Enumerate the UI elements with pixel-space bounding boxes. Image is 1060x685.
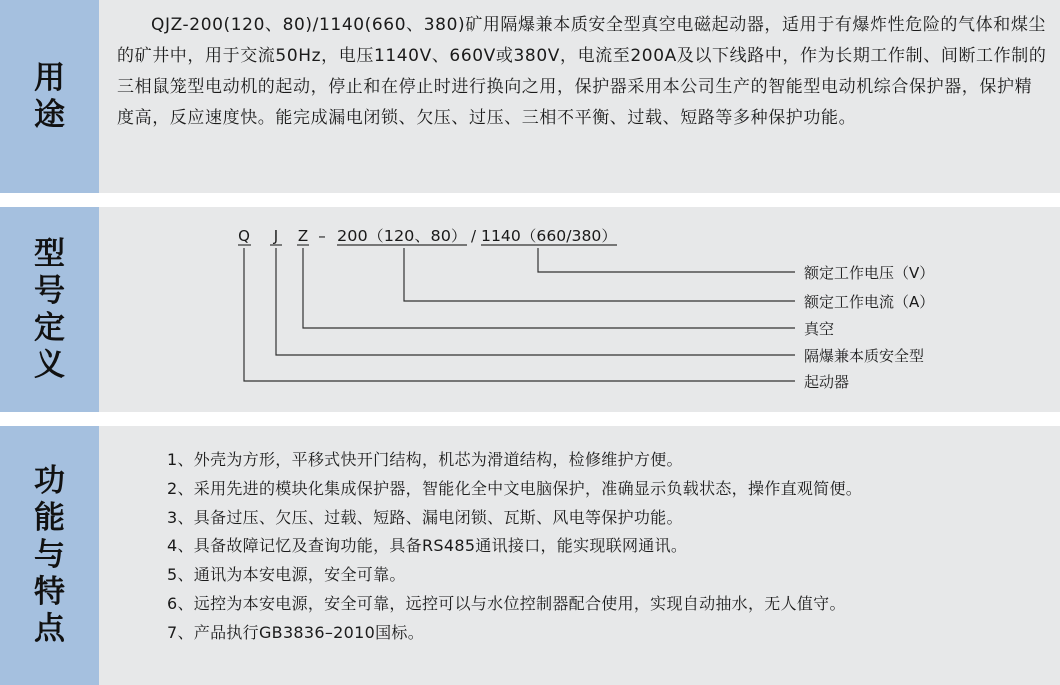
usage-label [0, 0, 99, 193]
features-label-char: 特 [34, 574, 65, 610]
model-diagram [0, 207, 1060, 412]
model-section [0, 207, 1060, 412]
features-label-char: 与 [34, 537, 65, 573]
usage-label-char: 用 [34, 59, 65, 96]
model-label-char: 号 [34, 272, 65, 309]
usage-description: QJZ-200(120、80)/1140(660、380)矿用隔爆兼本质安全型真空电磁起动器，适用于有爆炸性危险的气体和煤尘的矿井中，用于交流50Hz，电压1140V、660V或380V，电流至200A及以下线路中，作为长期工作制、间断工作制的三相鼠笼型电动机的起动，停止和在停止时进行换向之用，保护器采用本公司生产的智能型电动机综合保护器，保护精度高，反应速度快。能完成漏电闭锁、欠压、过压、三相不平衡、过载、短路等多种保护功能。 [117, 15, 1047, 128]
features-list [167, 446, 862, 648]
definition-starter: 起动器 [804, 373, 850, 391]
definition-vacuum: 真空 [804, 320, 835, 338]
definition-rated-voltage: 额定工作电压（V） [804, 264, 935, 282]
definition-explosion-proof: 隔爆兼本质安全型 [804, 347, 925, 365]
model-label-char: 型 [34, 235, 65, 272]
feature-item: 6、远控为本安电源，安全可靠，远控可以与水位控制器配合使用，实现自动抽水，无人值守。 [167, 593, 846, 613]
feature-item: 1、外壳为方形，平移式快开门结构，机芯为滑道结构，检修维护方便。 [167, 450, 683, 469]
features-label-char: 功 [34, 463, 65, 499]
model-label-char: 义 [34, 346, 65, 383]
code-voltage: 1140（660/380） [481, 227, 617, 245]
features-label-char: 点 [34, 611, 65, 647]
code-slash: / [471, 227, 477, 245]
model-label-char: 定 [34, 309, 65, 346]
code-current: 200（120、80） [337, 227, 467, 245]
feature-item: 4、具备故障记忆及查询功能，具备RS485通讯接口，能实现联网通讯。 [167, 536, 688, 556]
connector-lines [244, 248, 795, 381]
definition-rated-current: 额定工作电流（A） [804, 293, 935, 311]
usage-section [0, 0, 1060, 193]
code-letter-q: Q [238, 227, 250, 245]
code-dash: – [318, 227, 326, 245]
feature-item: 7、产品执行GB3836–2010国标。 [167, 622, 424, 642]
usage-label-char: 途 [34, 96, 65, 133]
feature-item: 3、具备过压、欠压、过载、短路、漏电闭锁、瓦斯、风电等保护功能。 [167, 507, 683, 527]
feature-item: 5、通讯为本安电源，安全可靠。 [167, 565, 406, 585]
features-label [0, 426, 99, 685]
feature-item: 2、采用先进的模块化集成保护器，智能化全中文电脑保护，准确显示负载状态，操作直观简便。 [167, 478, 863, 498]
features-section [0, 426, 1060, 685]
features-label-char: 能 [34, 500, 65, 536]
code-letter-j: J [273, 227, 279, 245]
code-letter-z: Z [297, 227, 309, 245]
